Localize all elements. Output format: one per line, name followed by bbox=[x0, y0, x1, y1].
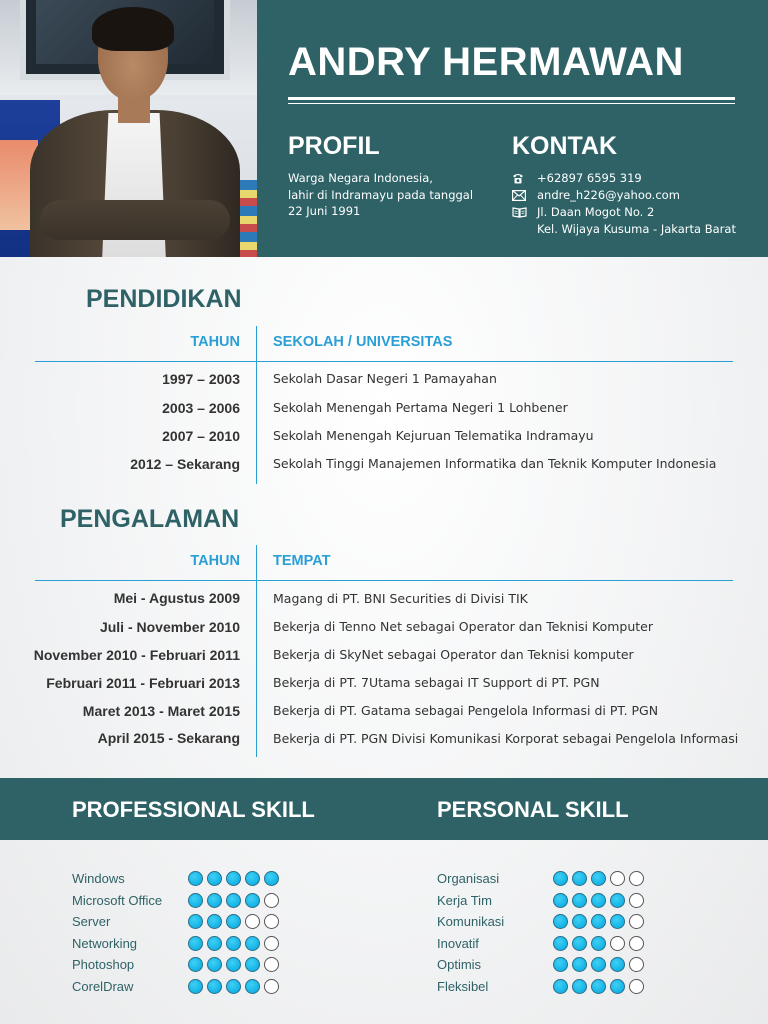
rating-dot-empty bbox=[629, 979, 644, 994]
skill-row bbox=[72, 933, 279, 955]
pengalaman-place: Magang di PT. BNI Securities di Divisi TIK bbox=[273, 591, 528, 606]
rating-dot-filled bbox=[610, 957, 625, 972]
rating-dot-filled bbox=[591, 957, 606, 972]
profil-text bbox=[288, 170, 488, 220]
pengalaman-year: Juli - November 2010 bbox=[99, 619, 240, 635]
rating-dot-filled bbox=[207, 871, 222, 886]
skill-row bbox=[72, 911, 279, 933]
skill-name: Organisasi bbox=[437, 871, 500, 887]
pendidikan-school: Sekolah Menengah Kejuruan Telematika Indramayu bbox=[273, 428, 594, 443]
rating-dot-filled bbox=[226, 871, 241, 886]
name-divider-thin bbox=[288, 103, 735, 104]
phone-number[interactable]: +62897 6595 319 bbox=[537, 171, 642, 185]
pendidikan-col-year: TAHUN bbox=[190, 334, 240, 350]
rating-dot-empty bbox=[264, 957, 279, 972]
pendidikan-school: Sekolah Tinggi Manajemen Informatika dan Teknik Komputer Indonesia bbox=[273, 456, 717, 471]
skill-row bbox=[437, 890, 644, 912]
kontak-title: KONTAK bbox=[512, 132, 618, 160]
pengalaman-col-place: TEMPAT bbox=[273, 553, 331, 569]
rating-dot-filled bbox=[188, 936, 203, 951]
profil-line: 22 Juni 1991 bbox=[288, 204, 361, 218]
pendidikan-title: PENDIDIKAN bbox=[86, 285, 242, 313]
rating-dot-filled bbox=[245, 893, 260, 908]
skill-rating bbox=[553, 871, 644, 886]
pengalaman-year: Maret 2013 - Maret 2015 bbox=[82, 703, 240, 719]
professional-skill-list bbox=[72, 868, 279, 997]
pengalaman-col-year: TAHUN bbox=[190, 553, 240, 569]
kontak-list bbox=[512, 170, 736, 238]
rating-dot-filled bbox=[207, 893, 222, 908]
rating-dot-filled bbox=[245, 871, 260, 886]
skill-row bbox=[437, 954, 644, 976]
pengalaman-place: Bekerja di PT. 7Utama sebagai IT Support di PT. PGN bbox=[273, 675, 600, 690]
skill-name: Photoshop bbox=[72, 957, 135, 973]
pengalaman-year: Februari 2011 - Februari 2013 bbox=[46, 675, 240, 691]
rating-dot-filled bbox=[610, 893, 625, 908]
rating-dot-empty bbox=[245, 914, 260, 929]
rating-dot-filled bbox=[188, 979, 203, 994]
skill-rating bbox=[188, 893, 279, 908]
rating-dot-filled bbox=[553, 936, 568, 951]
profil-title: PROFIL bbox=[288, 132, 380, 160]
pengalaman-place: Bekerja di Tenno Net sebagai Operator dan Teknisi Komputer bbox=[273, 619, 653, 634]
rating-dot-filled bbox=[591, 914, 606, 929]
rating-dot-empty bbox=[264, 914, 279, 929]
skill-name: Kerja Tim bbox=[437, 892, 492, 908]
rating-dot-empty bbox=[629, 957, 644, 972]
skill-name: Komunikasi bbox=[437, 914, 505, 930]
profil-line: lahir di Indramayu pada tanggal bbox=[288, 187, 474, 202]
rating-dot-empty bbox=[264, 893, 279, 908]
pengalaman-year: November 2010 - Februari 2011 bbox=[33, 647, 240, 663]
rating-dot-filled bbox=[245, 957, 260, 972]
skill-rating bbox=[188, 979, 279, 994]
name-divider-thick bbox=[288, 97, 735, 100]
skill-name: Microsoft Office bbox=[72, 892, 163, 908]
rating-dot-filled bbox=[553, 914, 568, 929]
rating-dot-empty bbox=[629, 871, 644, 886]
address-line: Kel. Wijaya Kusuma - Jakarta Barat bbox=[537, 222, 736, 236]
skill-rating bbox=[553, 957, 644, 972]
rating-dot-filled bbox=[245, 936, 260, 951]
rating-dot-filled bbox=[245, 979, 260, 994]
rating-dot-filled bbox=[591, 979, 606, 994]
pengalaman-title: PENGALAMAN bbox=[60, 505, 240, 533]
rating-dot-filled bbox=[226, 979, 241, 994]
professional-skill-title: PROFESSIONAL SKILL bbox=[72, 797, 315, 822]
skill-rating bbox=[188, 957, 279, 972]
rating-dot-filled bbox=[226, 957, 241, 972]
rating-dot-filled bbox=[553, 957, 568, 972]
rating-dot-filled bbox=[207, 957, 222, 972]
skill-name: CorelDraw bbox=[72, 978, 134, 994]
pendidikan-school: Sekolah Dasar Negeri 1 Pamayahan bbox=[273, 371, 497, 386]
rating-dot-filled bbox=[572, 957, 587, 972]
book-icon bbox=[512, 204, 537, 221]
rating-dot-filled bbox=[553, 871, 568, 886]
skill-row bbox=[72, 954, 279, 976]
rating-dot-filled bbox=[572, 871, 587, 886]
pengalaman-column-divider bbox=[256, 545, 257, 757]
pendidikan-year: 1997 – 2003 bbox=[162, 371, 240, 387]
skill-rating bbox=[553, 936, 644, 951]
rating-dot-empty bbox=[264, 936, 279, 951]
kontak-phone-row bbox=[512, 170, 736, 187]
rating-dot-filled bbox=[226, 893, 241, 908]
rating-dot-filled bbox=[591, 893, 606, 908]
rating-dot-filled bbox=[572, 979, 587, 994]
skill-rating bbox=[188, 914, 279, 929]
skill-rating bbox=[188, 871, 279, 886]
rating-dot-filled bbox=[188, 871, 203, 886]
skill-row bbox=[72, 868, 279, 890]
pendidikan-column-divider bbox=[256, 326, 257, 484]
rating-dot-filled bbox=[572, 936, 587, 951]
rating-dot-filled bbox=[553, 979, 568, 994]
pendidikan-col-place: SEKOLAH / UNIVERSITAS bbox=[273, 334, 453, 350]
rating-dot-filled bbox=[188, 957, 203, 972]
rating-dot-filled bbox=[572, 914, 587, 929]
skill-row bbox=[437, 933, 644, 955]
rating-dot-filled bbox=[207, 936, 222, 951]
rating-dot-filled bbox=[226, 914, 241, 929]
rating-dot-filled bbox=[610, 979, 625, 994]
envelope-icon bbox=[512, 187, 537, 204]
skill-rating bbox=[188, 936, 279, 951]
pendidikan-school: Sekolah Menengah Pertama Negeri 1 Lohbener bbox=[273, 400, 568, 415]
pendidikan-year: 2007 – 2010 bbox=[162, 428, 240, 444]
pendidikan-year: 2003 – 2006 bbox=[162, 400, 240, 416]
rating-dot-empty bbox=[629, 914, 644, 929]
rating-dot-filled bbox=[207, 914, 222, 929]
rating-dot-filled bbox=[188, 893, 203, 908]
skills-band bbox=[0, 778, 768, 840]
profile-photo bbox=[0, 0, 257, 257]
header-band bbox=[257, 0, 768, 257]
pengalaman-place: Bekerja di PT. PGN Divisi Komunikasi Korporat sebagai Pengelola Informasi bbox=[273, 731, 739, 746]
pendidikan-header-line bbox=[35, 361, 733, 362]
rating-dot-empty bbox=[264, 979, 279, 994]
skill-row bbox=[72, 890, 279, 912]
rating-dot-filled bbox=[553, 893, 568, 908]
rating-dot-empty bbox=[610, 936, 625, 951]
pengalaman-year: Mei - Agustus 2009 bbox=[113, 590, 240, 606]
rating-dot-filled bbox=[591, 936, 606, 951]
rating-dot-filled bbox=[264, 871, 279, 886]
skill-name: Networking bbox=[72, 935, 138, 951]
skill-name: Inovatif bbox=[437, 935, 479, 951]
rating-dot-filled bbox=[591, 871, 606, 886]
skill-rating bbox=[553, 914, 644, 929]
pengalaman-place: Bekerja di PT. Gatama sebagai Pengelola Informasi di PT. PGN bbox=[273, 703, 659, 718]
rating-dot-empty bbox=[629, 936, 644, 951]
personal-skill-list bbox=[437, 868, 644, 997]
rating-dot-filled bbox=[207, 979, 222, 994]
pendidikan-year: 2012 – Sekarang bbox=[130, 456, 240, 472]
skill-name: Fleksibel bbox=[437, 978, 489, 994]
pengalaman-year: April 2015 - Sekarang bbox=[97, 730, 240, 746]
rating-dot-empty bbox=[629, 893, 644, 908]
skill-row bbox=[437, 976, 644, 998]
rating-dot-filled bbox=[572, 893, 587, 908]
rating-dot-filled bbox=[226, 936, 241, 951]
skill-name: Server bbox=[72, 914, 111, 930]
skill-rating bbox=[553, 893, 644, 908]
header bbox=[0, 0, 768, 257]
phone-icon bbox=[512, 170, 537, 187]
skill-name: Optimis bbox=[437, 957, 482, 973]
personal-skill-title: PERSONAL SKILL bbox=[437, 797, 629, 822]
rating-dot-filled bbox=[610, 914, 625, 929]
address-line: Jl. Daan Mogot No. 2 bbox=[537, 205, 655, 219]
skill-row bbox=[437, 911, 644, 933]
rating-dot-filled bbox=[188, 914, 203, 929]
profil-line: Warga Negara Indonesia, bbox=[288, 171, 433, 185]
email-address[interactable]: andre_h226@yahoo.com bbox=[537, 188, 680, 202]
skill-row bbox=[72, 976, 279, 998]
kontak-address-row bbox=[512, 204, 736, 238]
pengalaman-place: Bekerja di SkyNet sebagai Operator dan Teknisi komputer bbox=[273, 647, 634, 662]
kontak-email-row bbox=[512, 187, 736, 204]
skill-name: Windows bbox=[72, 871, 125, 887]
skill-rating bbox=[553, 979, 644, 994]
address bbox=[537, 204, 736, 238]
pengalaman-header-line bbox=[35, 580, 733, 581]
full-name: ANDRY HERMAWAN bbox=[288, 40, 684, 84]
rating-dot-empty bbox=[610, 871, 625, 886]
skill-row bbox=[437, 868, 644, 890]
